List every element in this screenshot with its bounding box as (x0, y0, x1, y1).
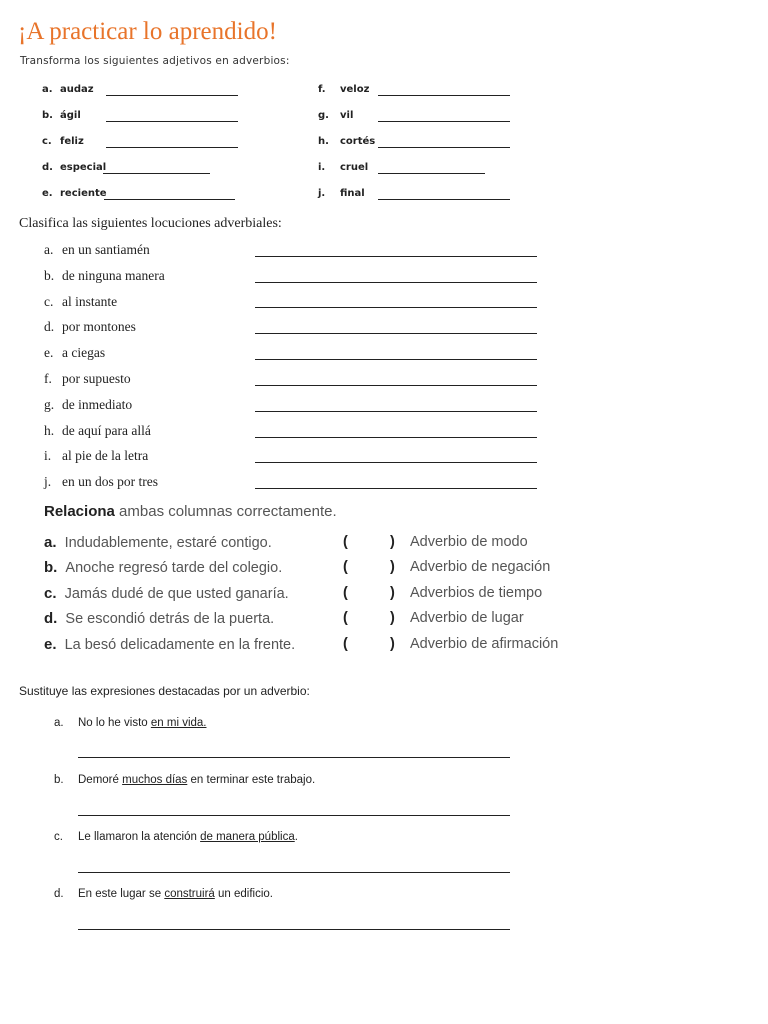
match-paren-open: ( (343, 610, 348, 626)
answer-line[interactable] (255, 462, 537, 463)
answer-line[interactable] (255, 359, 537, 360)
match-sentence: b. Anoche regresó tarde del colegio. (44, 559, 283, 576)
match-sentence: d. Se escondió detrás de la puerta. (44, 610, 275, 627)
match-paren-close: ) (390, 610, 395, 626)
answer-line[interactable] (255, 488, 537, 489)
match-paren-open: ( (343, 559, 348, 575)
adjective-item: e. reciente (42, 188, 107, 199)
adjective-item: j. final (318, 188, 365, 199)
answer-line[interactable] (255, 411, 537, 412)
highlighted-expression: de manera pública (200, 831, 295, 843)
section3-heading: Relaciona ambas columnas correctamente. (44, 503, 337, 520)
adjective-item: b. ágil (42, 110, 81, 121)
substitute-item: a. No lo he visto en mi vida. (54, 717, 207, 729)
match-sentence: a. Indudablemente, estaré contigo. (44, 534, 272, 551)
adjective-item: f. veloz (318, 84, 370, 95)
answer-line[interactable] (106, 95, 238, 96)
answer-line[interactable] (378, 147, 510, 148)
answer-line[interactable] (78, 929, 510, 930)
adjective-item: g. vil (318, 110, 354, 121)
highlighted-expression: en mi vida. (150, 717, 207, 729)
locution-item: e. a ciegas (44, 345, 106, 360)
adjective-item: h. cortés (318, 136, 376, 147)
adjective-item: a. audaz (42, 84, 94, 95)
match-paren-close: ) (390, 534, 395, 550)
match-paren-open: ( (343, 585, 348, 601)
answer-line[interactable] (106, 147, 238, 148)
substitute-item: c. Le llamaron la atención de manera pública. (54, 831, 298, 843)
answer-line[interactable] (104, 199, 235, 200)
answer-line[interactable] (378, 173, 485, 174)
answer-line[interactable] (78, 815, 510, 816)
adjective-item: d. especial (42, 162, 107, 173)
match-paren-open: ( (343, 534, 348, 550)
section1-instruction: Transforma los siguientes adjetivos en adverbios: (20, 55, 290, 67)
section4-heading: Sustituye las expresiones destacadas por un adverbio: (19, 684, 310, 698)
match-type: Adverbio de modo (410, 534, 528, 550)
highlighted-expression: muchos días (122, 774, 188, 786)
substitute-item: d. En este lugar se construirá un edificio. (54, 888, 273, 900)
locution-item: c. al instante (44, 294, 118, 309)
adjective-item: c. feliz (42, 136, 84, 147)
highlighted-expression: construirá (164, 888, 215, 900)
locution-item: f. por supuesto (44, 371, 131, 386)
answer-line[interactable] (106, 121, 238, 122)
answer-line[interactable] (78, 757, 510, 758)
match-paren-close: ) (390, 559, 395, 575)
answer-line[interactable] (378, 95, 510, 96)
locution-item: g. de inmediato (44, 397, 133, 412)
match-sentence: c. Jamás dudé de que usted ganaría. (44, 585, 289, 602)
match-paren-open: ( (343, 636, 348, 652)
locution-item: h. de aquí para allá (44, 423, 151, 438)
page-title: ¡A practicar lo aprendido! (18, 18, 277, 45)
substitute-item: b. Demoré muchos días en terminar este trabajo. (54, 774, 316, 786)
answer-line[interactable] (255, 437, 537, 438)
match-type: Adverbio de afirmación (410, 636, 559, 652)
answer-line[interactable] (255, 333, 537, 334)
match-paren-close: ) (390, 636, 395, 652)
answer-line[interactable] (378, 199, 510, 200)
locution-item: i. al pie de la letra (44, 448, 149, 463)
answer-line[interactable] (255, 385, 537, 386)
locution-item: b. de ninguna manera (44, 268, 165, 283)
locution-item: j. en un dos por tres (44, 474, 158, 489)
match-paren-close: ) (390, 585, 395, 601)
answer-line[interactable] (255, 307, 537, 308)
adjective-item: i. cruel (318, 162, 369, 173)
answer-line[interactable] (255, 282, 537, 283)
locution-item: a. en un santiamén (44, 242, 150, 257)
answer-line[interactable] (78, 872, 510, 873)
answer-line[interactable] (103, 173, 210, 174)
match-type: Adverbio de negación (410, 559, 551, 575)
section2-heading: Clasifica las siguientes locuciones adverbiales: (19, 216, 282, 231)
match-type: Adverbios de tiempo (410, 585, 543, 601)
locution-item: d. por montones (44, 319, 136, 334)
answer-line[interactable] (255, 256, 537, 257)
answer-line[interactable] (378, 121, 510, 122)
match-type: Adverbio de lugar (410, 610, 524, 626)
match-sentence: e. La besó delicadamente en la frente. (44, 636, 296, 653)
